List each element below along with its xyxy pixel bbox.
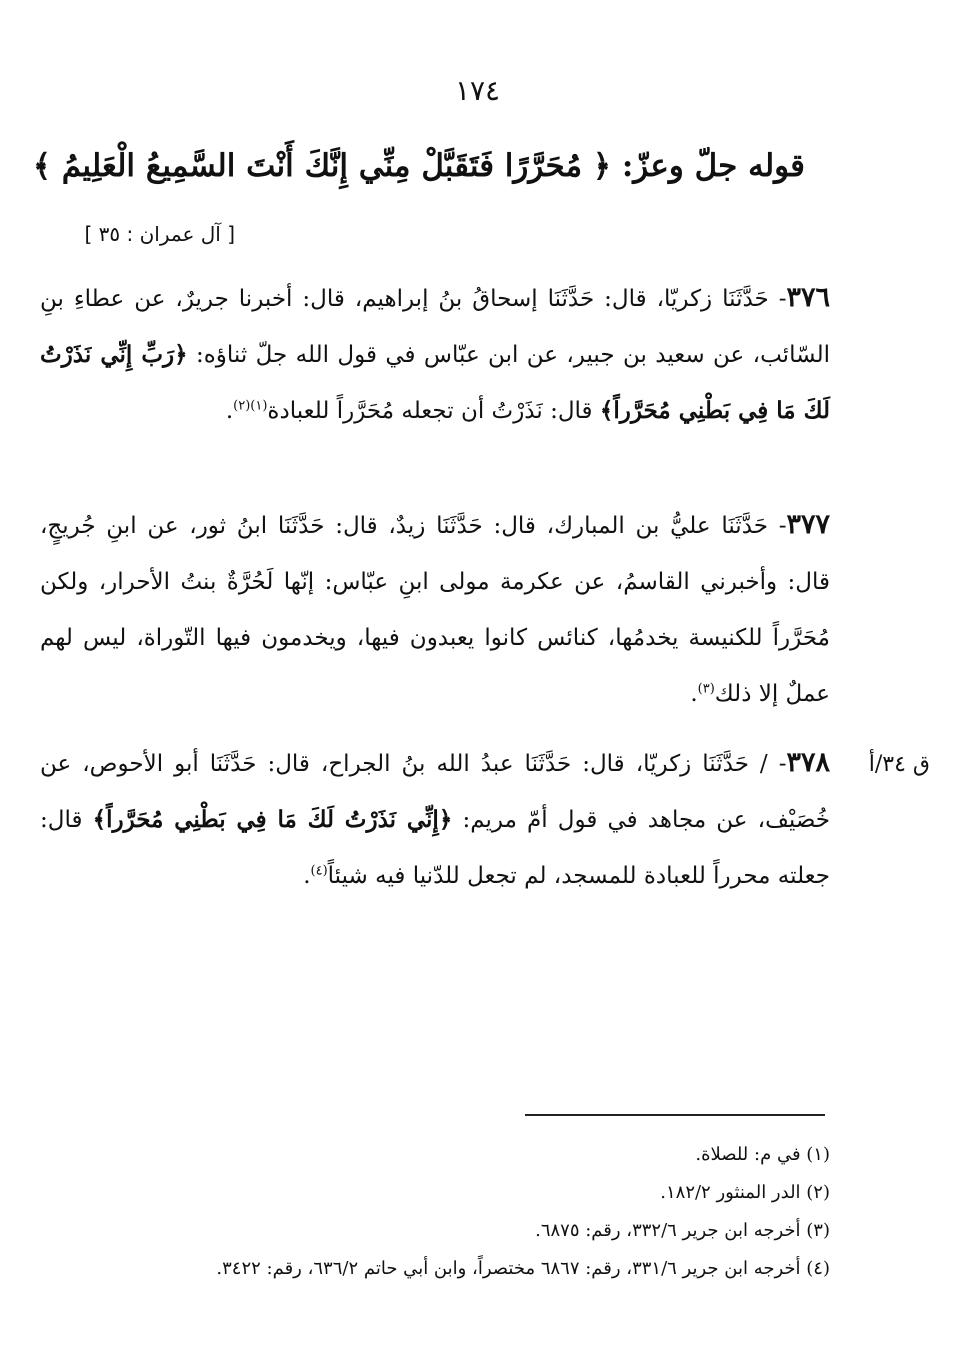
footnote-marker: (٣) (697, 681, 715, 697)
verse-reference: [ آل عمران : ٣٥ ] (84, 222, 235, 246)
footnote-item: (٣) أخرجه ابن جرير ٣٣٢/٦، رقم: ٦٨٧٥. (535, 1220, 830, 1241)
hadith-text: قال: نَذَرْتُ أن تجعله مُحَرَّراً للعبادة (267, 398, 600, 424)
hadith-text: قال: جعلته محرراً للعبادة للمسجد، لم تجعل للدّنيا فيه شيئاً (40, 807, 830, 889)
quran-quote: ﴿رَبِّ إِنِّي نَذَرْتُ لَكَ مَا فِي بَطْنِي مُحَرَّراً﴾ (40, 341, 830, 424)
hadith-378: ٣٧٨- / حَدَّثَنَا زكريّا، قال: حَدَّثَنَا عبدُ الله بنُ الجراح، قال: حَدَّثَنَا أبو الأحوص، عن خُصَيْف، عن مجاهد في قول أمّ مريم: ﴿إِنِّي نَذَرْتُ لَكَ مَا فِي بَطْنِي مُحَرَّراً﴾ قال: جعلته محرراً للعبادة للمسجد، لم تجعل للدّنيا فيه شيئاً$^{(٤)}$. (40, 747, 830, 889)
footnote-item: (١) في م: للصلاة. (695, 1144, 830, 1165)
footnote-divider (525, 1114, 825, 1116)
footnotes (40, 1136, 830, 1288)
manuscript-folio-note: ق ٣٤/أ (868, 752, 930, 777)
footnote-marker: (٤) (310, 863, 328, 879)
hadith-text: - / حَدَّثَنَا زكريّا، قال: حَدَّثَنَا عبدُ الله بنُ الجراح، قال: حَدَّثَنَا أبو الأحوص، عن خُصَيْف، عن مجاهد في قول أمّ مريم: (40, 751, 830, 833)
verse-heading: قوله جلّ وعزّ: ﴿ مُحَرَّرًا فَتَقَبَّلْ مِنِّي إِنَّكَ أَنْتَ السَّمِيعُ الْعَلِيمُ ﴾ (32, 148, 805, 184)
footnote-item: (٤) أخرجه ابن جرير ٣٣١/٦، رقم: ٦٨٦٧ مختصراً، وابن أبي حاتم ٦٣٦/٢، رقم: ٣٤٢٢. (216, 1258, 830, 1279)
footnote-marker: (١)(٢) (233, 398, 268, 414)
hadith-number: ٣٧٦ (786, 282, 830, 313)
hadith-number: ٣٧٧ (786, 509, 830, 540)
hadith-text: - حَدَّثَنَا زكريّا، قال: حَدَّثَنَا إسحاقُ بنُ إبراهيم، قال: أخبرنا جريرٌ، عن عطاءِ بنِ السّائب، عن سعيد بن جبير، عن ابن عبّاس في قول الله جلّ ثناؤه: (40, 286, 830, 368)
hadith-text: - حَدَّثَنَا عليُّ بن المبارك، قال: حَدَّثَنَا زيدٌ، قال: حَدَّثَنَا ابنُ ثور، عن ابنِ جُريجٍ، قال: وأخبرني القاسمُ، عن عكرمة مولى ابنِ عبّاس: إنّها لَحُرَّةٌ بنتُ الأحرار، ولكن مُحَرَّراً للكنيسة يخدمُها، كنائس كانوا يعبدون فيها، ويخدمون فيها التّوراة، ليس لهم عملٌ إلا ذلك (40, 513, 830, 707)
hadith-number: ٣٧٨ (786, 747, 830, 778)
quran-quote: ﴿إِنِّي نَذَرْتُ لَكَ مَا فِي بَطْنِي مُحَرَّراً﴾ (92, 806, 453, 833)
page-number: ١٧٤ (454, 74, 501, 107)
hadith-376: ٣٧٦- حَدَّثَنَا زكريّا، قال: حَدَّثَنَا إسحاقُ بنُ إبراهيم، قال: أخبرنا جريرٌ، عن عطاءِ بنِ السّائب، عن سعيد بن جبير، عن ابن عبّاس في قول الله جلّ ثناؤه: ﴿رَبِّ إِنِّي نَذَرْتُ لَكَ مَا فِي بَطْنِي مُحَرَّراً﴾ قال: نَذَرْتُ أن تجعله مُحَرَّراً للعبادة$^{(١)(٢)}$. (40, 282, 830, 424)
hadith-377: ٣٧٧- حَدَّثَنَا عليُّ بن المبارك، قال: حَدَّثَنَا زيدٌ، قال: حَدَّثَنَا ابنُ ثور، عن ابنِ جُريجٍ، قال: وأخبرني القاسمُ، عن عكرمة مولى ابنِ عبّاس: إنّها لَحُرَّةٌ بنتُ الأحرار، ولكن مُحَرَّراً للكنيسة يخدمُها، كنائس كانوا يعبدون فيها، ويخدمون فيها التّوراة، ليس لهم عملٌ إلا ذلك$^{(٣)}$. (40, 509, 830, 707)
footnote-item: (٢) الدر المنثور ١٨٢/٢. (660, 1182, 830, 1203)
